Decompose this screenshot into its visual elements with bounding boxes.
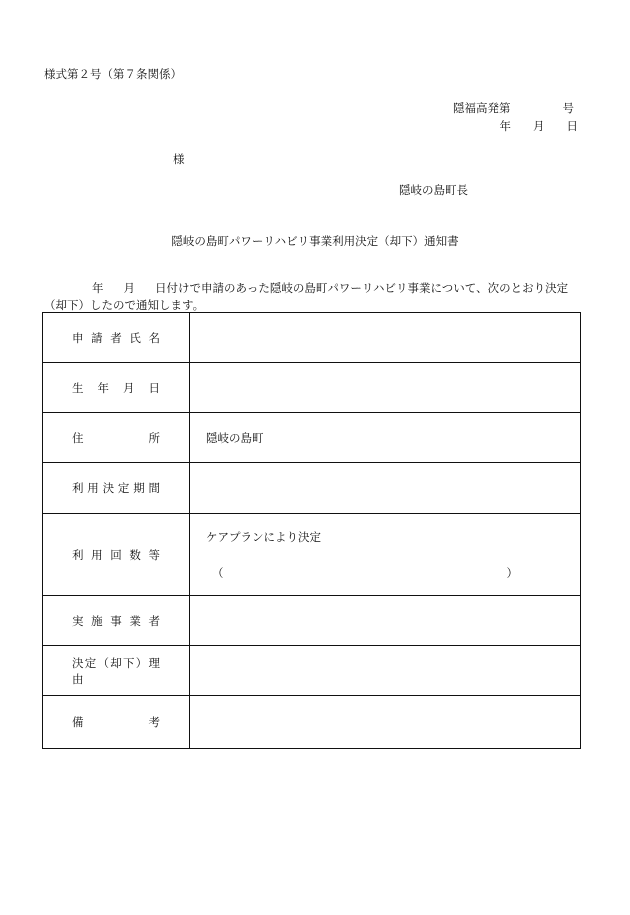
usage-period-value[interactable] — [190, 463, 581, 514]
document-number-prefix: 隠福高発第 — [453, 101, 511, 115]
date-month: 月 — [533, 119, 545, 133]
usage-count-line1: ケアプランにより決定 — [206, 529, 321, 544]
date-day: 日 — [566, 119, 578, 133]
usage-count-paren-row — [206, 565, 518, 581]
row-reason — [43, 646, 581, 696]
provider-label: 実施事業者 — [43, 596, 190, 646]
remarks-label: 備考 — [43, 696, 190, 749]
form-number: 様式第２号（第７条関係） — [44, 67, 182, 81]
usage-count-value[interactable] — [190, 514, 581, 596]
birth-date-value[interactable] — [190, 363, 581, 413]
intro-year: 年 — [92, 281, 104, 295]
issue-date — [500, 118, 579, 134]
document-number — [453, 100, 574, 116]
usage-count-label: 利用回数等 — [43, 514, 190, 596]
remarks-value[interactable] — [190, 696, 581, 749]
birth-date-label: 生年月日 — [43, 363, 190, 413]
usage-period-label: 利用決定期間 — [43, 463, 190, 514]
document-number-suffix: 号 — [562, 101, 574, 115]
reason-value[interactable] — [190, 646, 581, 696]
address-label: 住所 — [43, 413, 190, 463]
row-remarks — [43, 696, 581, 749]
row-birth-date — [43, 363, 581, 413]
open-paren: （ — [212, 565, 224, 580]
intro-month: 月 — [123, 281, 135, 295]
row-applicant-name — [43, 313, 581, 363]
document-title: 隠岐の島町パワーリハビリ事業利用決定（却下）通知書 — [171, 234, 459, 248]
recipient-suffix: 様 — [173, 152, 185, 166]
date-year: 年 — [499, 119, 511, 133]
row-usage-count — [43, 514, 581, 596]
reason-label: 決定（却下）理由 — [43, 646, 190, 696]
applicant-name-value[interactable] — [190, 313, 581, 363]
intro-paragraph — [44, 280, 584, 314]
close-paren: ） — [506, 565, 518, 580]
applicant-name-label: 申請者氏名 — [43, 313, 190, 363]
address-value[interactable]: 隠岐の島町 — [190, 413, 581, 463]
intro-text: 日付けで申請のあった隠岐の島町パワーリハビリ事業について、次のとおり決定（却下）したので通知します。 — [44, 281, 569, 312]
sender-name: 隠岐の島町長 — [399, 183, 468, 197]
info-table — [42, 312, 581, 749]
row-provider — [43, 596, 581, 646]
provider-value[interactable] — [190, 596, 581, 646]
row-address — [43, 413, 581, 463]
row-usage-period — [43, 463, 581, 514]
